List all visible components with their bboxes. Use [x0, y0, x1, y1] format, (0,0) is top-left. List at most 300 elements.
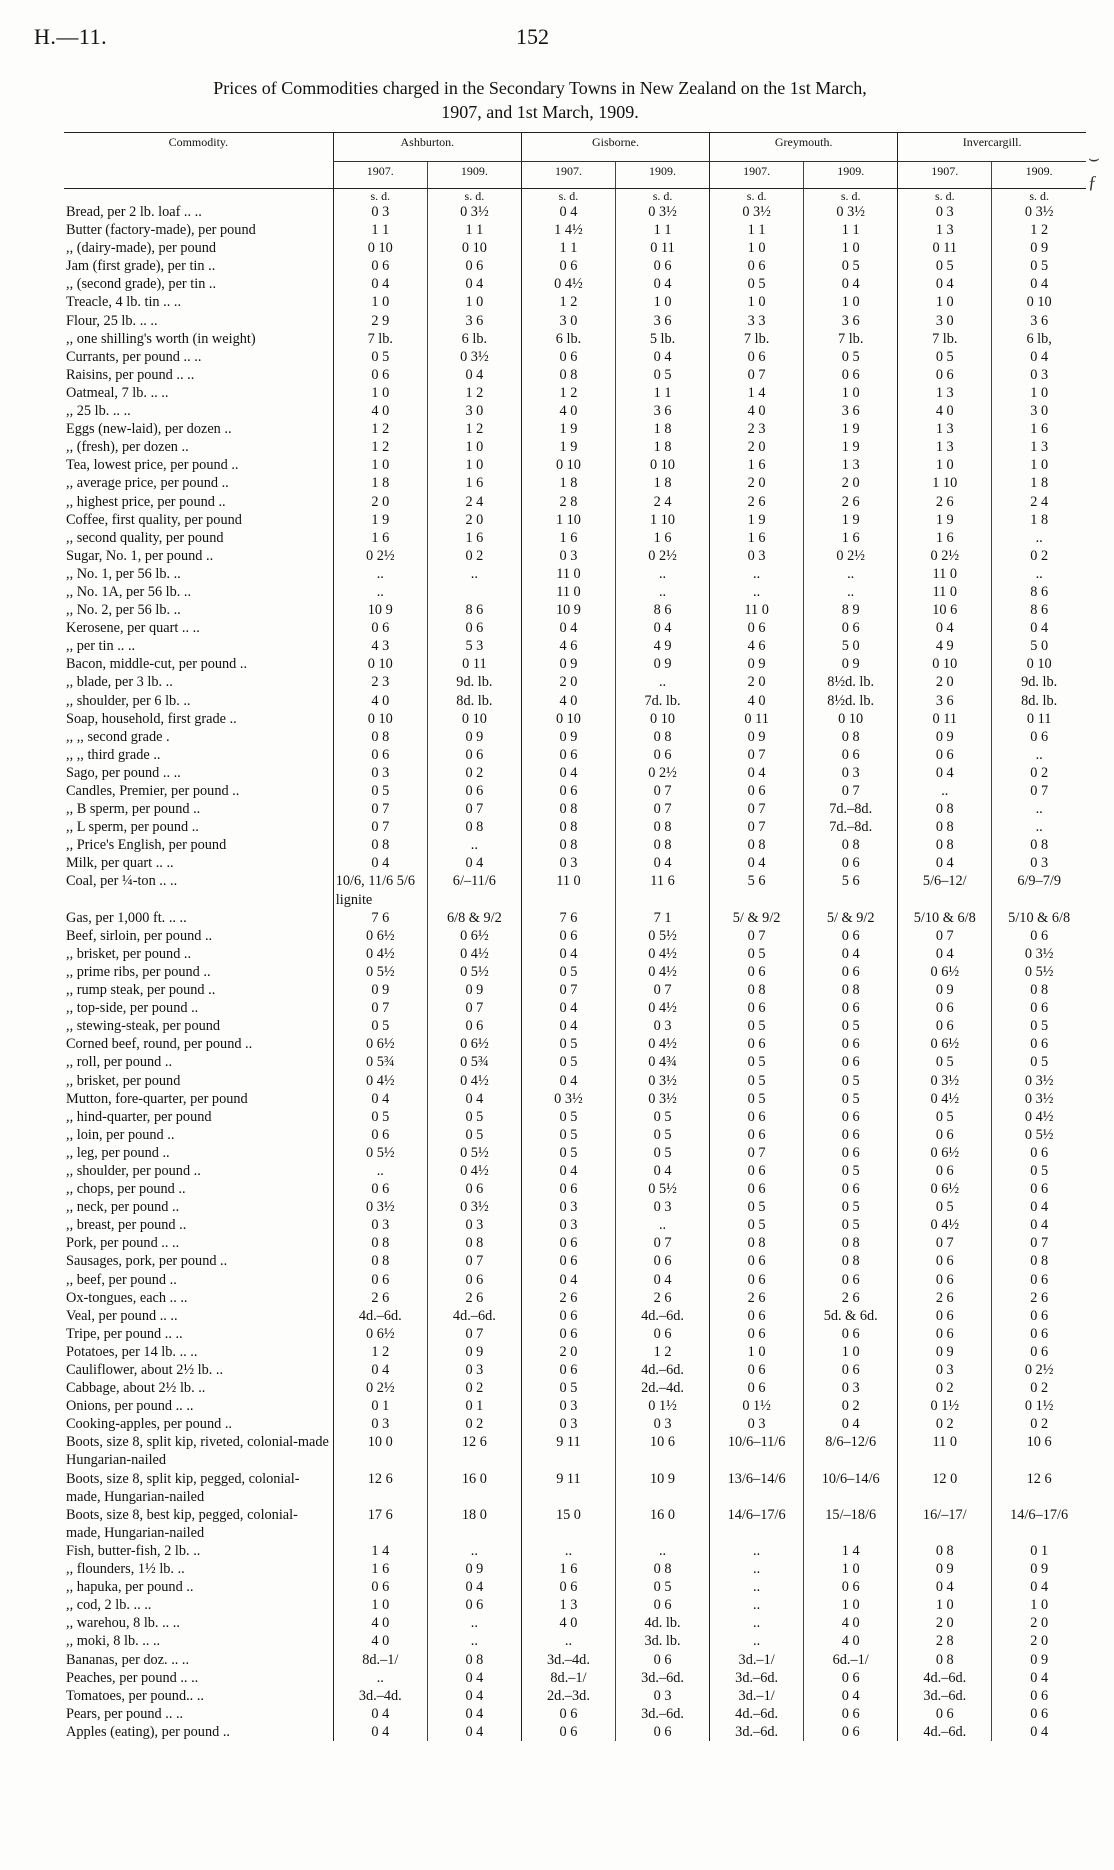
price-cell: 0 3½: [992, 1090, 1086, 1108]
price-cell: 2 4: [992, 493, 1086, 511]
price-cell: 0 10: [992, 293, 1086, 311]
table-row: [64, 963, 1086, 981]
price-cell: 0 6: [333, 366, 427, 384]
price-cell: 2 0: [804, 474, 898, 492]
price-cell: 1 1: [616, 221, 710, 239]
price-cell: 0 10: [521, 456, 615, 474]
price-cell: 2 0: [710, 438, 804, 456]
price-cell: 0 5: [710, 1198, 804, 1216]
margin-marks: [1088, 146, 1100, 194]
price-cell: 0 8: [710, 1234, 804, 1252]
table-row: [64, 800, 1086, 818]
price-cell: 0 6: [333, 619, 427, 637]
price-cell: 0 4: [521, 945, 615, 963]
price-cell: 0 3½: [992, 203, 1086, 221]
price-cell: 8½d. lb.: [804, 692, 898, 710]
prices-table: [64, 132, 1086, 1741]
price-cell: ..: [427, 836, 521, 854]
commodity-name: ,, (dairy-made), per pound: [66, 240, 217, 257]
price-cell: 3 0: [521, 312, 615, 330]
price-cell: 2 0: [333, 493, 427, 511]
commodity-name: Cabbage, about 2½ lb. ..: [66, 1380, 206, 1397]
price-cell: 9 11: [521, 1470, 615, 1506]
price-cell: 1 4: [333, 1542, 427, 1560]
price-cell: 0 6: [804, 746, 898, 764]
price-cell: 1 9: [804, 438, 898, 456]
price-cell: 6 lb,: [992, 330, 1086, 348]
price-cell: 0 5¾: [427, 1053, 521, 1071]
price-cell: 0 6: [333, 1271, 427, 1289]
price-cell: 0 7: [992, 782, 1086, 800]
price-cell: 5/10 & 6/8: [898, 909, 992, 927]
price-cell: ..: [427, 1542, 521, 1560]
price-cell: 0 3: [333, 1216, 427, 1234]
price-cell: 1 4½: [521, 221, 615, 239]
table-row: [64, 1614, 1086, 1632]
price-cell: 0 6: [898, 746, 992, 764]
commodity-name: Sugar, No. 1, per pound ..: [66, 547, 214, 564]
price-cell: 0 5: [992, 1017, 1086, 1035]
price-cell: 0 1½: [710, 1397, 804, 1415]
price-cell: 8 6: [427, 601, 521, 619]
table-row: [64, 565, 1086, 583]
price-cell: 0 4½: [427, 945, 521, 963]
price-cell: 7d. lb.: [616, 692, 710, 710]
price-cell: 1 10: [521, 511, 615, 529]
price-cell: 0 6: [521, 1325, 615, 1343]
price-cell: 0 2: [427, 547, 521, 565]
price-cell: 0 4: [521, 999, 615, 1017]
year-header: 1909.: [992, 162, 1086, 189]
price-cell: 0 3: [992, 854, 1086, 872]
price-cell: 13/6–14/6: [710, 1470, 804, 1506]
price-cell: 1 9: [804, 511, 898, 529]
table-row: [64, 1325, 1086, 1343]
price-cell: 12 0: [898, 1470, 992, 1506]
price-cell: 0 6½: [333, 927, 427, 945]
price-cell: 0 5¾: [333, 1053, 427, 1071]
price-cell: 0 4½: [521, 275, 615, 293]
price-cell: 0 2: [427, 764, 521, 782]
price-cell: 0 3½: [898, 1072, 992, 1090]
price-cell: 0 5: [333, 348, 427, 366]
commodity-name: Beef, sirloin, per pound ..: [66, 927, 213, 944]
table-row: [64, 764, 1086, 782]
commodity-name: ,, (fresh), per dozen ..: [66, 439, 189, 456]
price-cell: 0 9: [898, 1343, 992, 1361]
commodity-name: ,, highest price, per pound ..: [66, 493, 226, 510]
price-cell: 0 1½: [992, 1397, 1086, 1415]
year-header: 1909.: [616, 162, 710, 189]
price-cell: 0 2: [992, 1379, 1086, 1397]
price-cell: 0 2: [992, 1415, 1086, 1433]
price-cell: 0 6½: [898, 1144, 992, 1162]
price-cell: 2 6: [710, 1289, 804, 1307]
commodity-name: Mutton, fore-quarter, per pound: [66, 1090, 248, 1107]
price-cell: 2 6: [710, 493, 804, 511]
price-cell: 0 6: [616, 1651, 710, 1669]
price-cell: 0 8: [616, 1560, 710, 1578]
price-cell: 2d.–3d.: [521, 1687, 615, 1705]
price-cell: 0 6: [710, 1252, 804, 1270]
price-cell: 0 3: [898, 1361, 992, 1379]
price-cell: 0 10: [616, 456, 710, 474]
commodity-name: ,, moki, 8 lb. .. ..: [66, 1633, 161, 1650]
price-cell: ..: [992, 800, 1086, 818]
commodity-name: ,, per tin .. ..: [66, 638, 136, 655]
price-cell: 1 0: [992, 1596, 1086, 1614]
price-cell: 0 6: [804, 854, 898, 872]
price-cell: 0 6: [333, 1578, 427, 1596]
price-cell: ..: [616, 1542, 710, 1560]
price-cell: ..: [710, 1578, 804, 1596]
price-cell: 0 6: [521, 1307, 615, 1325]
table-row: [64, 909, 1086, 927]
price-cell: 2 6: [804, 1289, 898, 1307]
price-cell: 0 3: [333, 203, 427, 221]
price-cell: 0 4: [333, 1090, 427, 1108]
price-cell: 0 5: [521, 1035, 615, 1053]
table-row: [64, 366, 1086, 384]
table-row: [64, 1705, 1086, 1723]
price-cell: 3 0: [898, 312, 992, 330]
table-row: [64, 945, 1086, 963]
table-row: [64, 746, 1086, 764]
town-header-row: [64, 133, 1086, 162]
commodity-name: Ox-tongues, each .. ..: [66, 1289, 188, 1306]
table-row: [64, 1108, 1086, 1126]
price-cell: 0 4: [427, 1669, 521, 1687]
price-cell: 0 3½: [992, 945, 1086, 963]
page-number: 152: [516, 24, 549, 49]
price-cell: 6/9–7/9: [992, 872, 1086, 908]
price-cell: 0 6: [710, 1307, 804, 1325]
price-cell: 0 6: [992, 1035, 1086, 1053]
price-cell: 8d. lb.: [427, 692, 521, 710]
price-cell: 0 6: [710, 1271, 804, 1289]
price-cell: 0 4: [521, 1017, 615, 1035]
table-row: [64, 1017, 1086, 1035]
commodity-name: Boots, size 8, best kip, pegged, colonial-made, Hungarian-nailed: [66, 1506, 298, 1541]
price-cell: 0 5½: [427, 1144, 521, 1162]
price-cell: 0 4: [427, 1578, 521, 1596]
price-cell: ..: [427, 565, 521, 583]
price-cell: 0 6: [521, 1361, 615, 1379]
price-cell: 1 2: [333, 438, 427, 456]
commodity-name: Boots, size 8, split kip, pegged, colonial-made, Hungarian-nailed: [66, 1470, 300, 1505]
table-row: [64, 818, 1086, 836]
price-cell: 1 4: [710, 384, 804, 402]
price-cell: 0 6: [710, 1325, 804, 1343]
price-cell: 0 6: [710, 1108, 804, 1126]
table-row: [64, 1198, 1086, 1216]
price-cell: 2 4: [616, 493, 710, 511]
price-cell: 0 6: [710, 999, 804, 1017]
price-cell: 11 0: [898, 583, 992, 601]
document-code: H.—11.: [34, 24, 108, 49]
price-cell: 1 3: [898, 384, 992, 402]
price-cell: ..: [992, 565, 1086, 583]
price-cell: 3d.–6d.: [710, 1723, 804, 1741]
price-cell: 0 8: [804, 728, 898, 746]
price-cell: 4 0: [710, 402, 804, 420]
price-cell: 6/–11/6: [427, 872, 521, 908]
table-row: [64, 1632, 1086, 1650]
table-row: [64, 1506, 1086, 1542]
price-cell: 7 6: [333, 909, 427, 927]
price-cell: 0 10: [992, 655, 1086, 673]
price-cell: 0 3½: [710, 203, 804, 221]
price-cell: 1 3: [992, 438, 1086, 456]
price-cell: 12 6: [333, 1470, 427, 1506]
commodity-name: ,, neck, per pound ..: [66, 1199, 180, 1216]
price-cell: 4 3: [333, 637, 427, 655]
price-cell: 0 3½: [427, 203, 521, 221]
price-cell: 0 5: [521, 1126, 615, 1144]
price-cell: 0 8: [333, 836, 427, 854]
price-cell: 0 10: [333, 239, 427, 257]
commodity-name: Cauliflower, about 2½ lb. ..: [66, 1362, 224, 1378]
price-cell: 4 0: [333, 692, 427, 710]
price-cell: 0 5: [710, 945, 804, 963]
price-cell: 0 8: [427, 1651, 521, 1669]
price-cell: 11 0: [521, 872, 615, 908]
price-cell: ..: [710, 1596, 804, 1614]
table-row: [64, 1307, 1086, 1325]
price-cell: ..: [804, 583, 898, 601]
table-row: [64, 836, 1086, 854]
price-cell: 0 1: [992, 1542, 1086, 1560]
commodity-name: Bacon, middle-cut, per pound ..: [66, 656, 248, 673]
price-cell: 1 0: [992, 456, 1086, 474]
table-row: [64, 348, 1086, 366]
commodity-name: Coffee, first quality, per pound: [66, 511, 242, 528]
price-cell: 0 6: [427, 1180, 521, 1198]
price-cell: 10 9: [333, 601, 427, 619]
price-cell: 0 6: [804, 1053, 898, 1071]
price-cell: 0 6½: [898, 1035, 992, 1053]
price-cell: 4 0: [521, 692, 615, 710]
price-cell: 1 2: [333, 420, 427, 438]
price-cell: 1 0: [898, 293, 992, 311]
price-cell: 0 6: [521, 927, 615, 945]
price-cell: 0 7: [898, 1234, 992, 1252]
unit-label: s. d.: [992, 189, 1086, 204]
price-cell: ..: [427, 1632, 521, 1650]
price-cell: 12 6: [427, 1433, 521, 1469]
price-cell: 0 1½: [898, 1397, 992, 1415]
price-cell: 0 6: [804, 619, 898, 637]
price-cell: 0 6: [521, 1252, 615, 1270]
table-row: [64, 1072, 1086, 1090]
commodity-name: ,, roll, per pound ..: [66, 1054, 173, 1071]
price-cell: 2 0: [992, 1614, 1086, 1632]
commodity-name: ,, loin, per pound ..: [66, 1126, 175, 1143]
commodity-name: Pork, per pound .. ..: [66, 1235, 180, 1252]
price-cell: 0 7: [616, 1234, 710, 1252]
price-cell: ..: [616, 1216, 710, 1234]
price-cell: 0 6: [804, 1108, 898, 1126]
price-cell: 3d.–1/: [710, 1651, 804, 1669]
price-cell: 0 6: [616, 1252, 710, 1270]
price-cell: 0 5: [992, 1053, 1086, 1071]
price-cell: 0 6: [804, 1578, 898, 1596]
commodity-name: ,, stewing-steak, per pound: [66, 1018, 221, 1035]
price-cell: 0 2: [992, 764, 1086, 782]
price-cell: 0 4: [616, 1162, 710, 1180]
price-cell: ..: [616, 583, 710, 601]
price-cell: 1 2: [521, 293, 615, 311]
price-cell: 1 2: [427, 420, 521, 438]
price-cell: 0 6: [710, 1035, 804, 1053]
price-cell: ..: [333, 1162, 427, 1180]
price-cell: 0 5: [992, 257, 1086, 275]
table-row: [64, 1289, 1086, 1307]
price-cell: 0 4: [898, 945, 992, 963]
price-cell: 4d. lb.: [616, 1614, 710, 1632]
table-row: [64, 1271, 1086, 1289]
commodity-header: Commodity.: [64, 133, 333, 189]
price-cell: 0 6: [804, 1271, 898, 1289]
price-cell: 0 6: [616, 1596, 710, 1614]
price-cell: 1 9: [333, 511, 427, 529]
price-cell: 2 3: [333, 673, 427, 691]
price-cell: 0 6: [427, 746, 521, 764]
price-cell: 0 5½: [992, 1126, 1086, 1144]
price-cell: 0 6: [804, 1723, 898, 1741]
price-cell: 0 5: [616, 1126, 710, 1144]
table-row: [64, 1433, 1086, 1469]
price-cell: 0 6: [710, 348, 804, 366]
table-row: [64, 1723, 1086, 1741]
price-cell: 0 9: [427, 728, 521, 746]
price-cell: 3 0: [992, 402, 1086, 420]
price-cell: 0 6: [521, 1578, 615, 1596]
price-cell: 1 10: [898, 474, 992, 492]
price-cell: 0 9: [521, 655, 615, 673]
year-header: 1907.: [898, 162, 992, 189]
price-cell: 0 10: [427, 710, 521, 728]
table-row: [64, 1415, 1086, 1433]
price-cell: 0 6½: [898, 1180, 992, 1198]
price-cell: ..: [333, 565, 427, 583]
price-cell: 4 0: [333, 402, 427, 420]
price-cell: 0 6: [804, 366, 898, 384]
price-cell: 0 4: [898, 275, 992, 293]
commodity-name: ,, hapuka, per pound ..: [66, 1579, 194, 1596]
price-cell: 0 6: [521, 1234, 615, 1252]
price-cell: 1 3: [898, 420, 992, 438]
price-cell: 0 10: [521, 710, 615, 728]
commodity-name: ,, brisket, per pound: [66, 1072, 181, 1089]
price-cell: 0 6: [804, 927, 898, 945]
price-cell: 16 0: [616, 1506, 710, 1542]
price-cell: 0 9: [992, 1651, 1086, 1669]
table-row: [64, 1216, 1086, 1234]
price-cell: 0 6: [521, 1180, 615, 1198]
price-cell: 0 8: [333, 1252, 427, 1270]
price-cell: 0 9: [710, 728, 804, 746]
price-cell: 1 0: [992, 384, 1086, 402]
price-cell: 14/6–17/6: [992, 1506, 1086, 1542]
price-cell: 0 5: [804, 1216, 898, 1234]
commodity-name: ,, second quality, per pound: [66, 529, 224, 546]
price-cell: 14/6–17/6: [710, 1506, 804, 1542]
price-cell: 0 3: [521, 1216, 615, 1234]
unit-label: s. d.: [427, 189, 521, 204]
price-cell: 0 4: [521, 619, 615, 637]
price-cell: 1 0: [427, 438, 521, 456]
price-cell: 1 9: [710, 511, 804, 529]
price-cell: 0 6: [992, 1705, 1086, 1723]
price-cell: 0 4: [898, 1578, 992, 1596]
price-cell: 0 3: [521, 1415, 615, 1433]
table-row: [64, 981, 1086, 999]
price-cell: 0 3: [898, 203, 992, 221]
commodity-name: Gas, per 1,000 ft. .. ..: [66, 909, 187, 926]
commodity-name: ,, warehou, 8 lb. .. ..: [66, 1615, 180, 1632]
price-cell: 0 9: [898, 981, 992, 999]
price-cell: 1 6: [333, 529, 427, 547]
price-cell: 0 2: [427, 1415, 521, 1433]
price-cell: 0 6: [427, 257, 521, 275]
price-cell: 6/8 & 9/2: [427, 909, 521, 927]
price-cell: 8 6: [616, 601, 710, 619]
commodity-name: Fish, butter-fish, 2 lb. ..: [66, 1542, 201, 1559]
price-cell: 0 6: [804, 1669, 898, 1687]
price-cell: 1 6: [333, 1560, 427, 1578]
price-cell: 0 3½: [616, 203, 710, 221]
price-cell: 0 11: [898, 710, 992, 728]
table-row: [64, 583, 1086, 601]
price-cell: 0 6: [804, 1126, 898, 1144]
table-row: [64, 673, 1086, 691]
price-cell: 4 0: [898, 402, 992, 420]
price-cell: 16/–17/: [898, 1506, 992, 1542]
price-cell: 6d.–1/: [804, 1651, 898, 1669]
commodity-name: ,, No. 1A, per 56 lb. ..: [66, 583, 192, 600]
price-cell: 5 lb.: [616, 330, 710, 348]
price-cell: 1 9: [898, 511, 992, 529]
commodity-name: Oatmeal, 7 lb. .. ..: [66, 384, 169, 401]
price-cell: 0 6: [898, 1126, 992, 1144]
table-title: [40, 76, 1040, 124]
table-row: [64, 1578, 1086, 1596]
table-row: [64, 547, 1086, 565]
price-cell: 0 9: [521, 728, 615, 746]
price-cell: 0 6: [898, 1705, 992, 1723]
price-cell: 10/6, 11/6 5/6 lignite: [333, 872, 427, 908]
commodity-name: Corned beef, round, per pound ..: [66, 1036, 253, 1053]
price-cell: 3 3: [710, 312, 804, 330]
price-cell: 0 6: [898, 1307, 992, 1325]
price-cell: 7 lb.: [333, 330, 427, 348]
price-cell: 0 5: [521, 1053, 615, 1071]
price-cell: 0 2: [992, 547, 1086, 565]
price-cell: 0 4: [521, 1271, 615, 1289]
price-cell: 2 0: [992, 1632, 1086, 1650]
price-cell: 0 5: [710, 275, 804, 293]
price-cell: 0 8: [898, 1651, 992, 1669]
price-cell: 1 2: [616, 1343, 710, 1361]
price-cell: 7d.–8d.: [804, 800, 898, 818]
commodity-name: Sausages, pork, per pound ..: [66, 1253, 228, 1270]
price-cell: 0 6: [992, 1687, 1086, 1705]
title-line-2: 1907, and 1st March, 1909.: [441, 102, 639, 122]
price-cell: 0 6: [333, 1126, 427, 1144]
price-cell: 0 5: [804, 1017, 898, 1035]
price-cell: 0 5½: [333, 1144, 427, 1162]
